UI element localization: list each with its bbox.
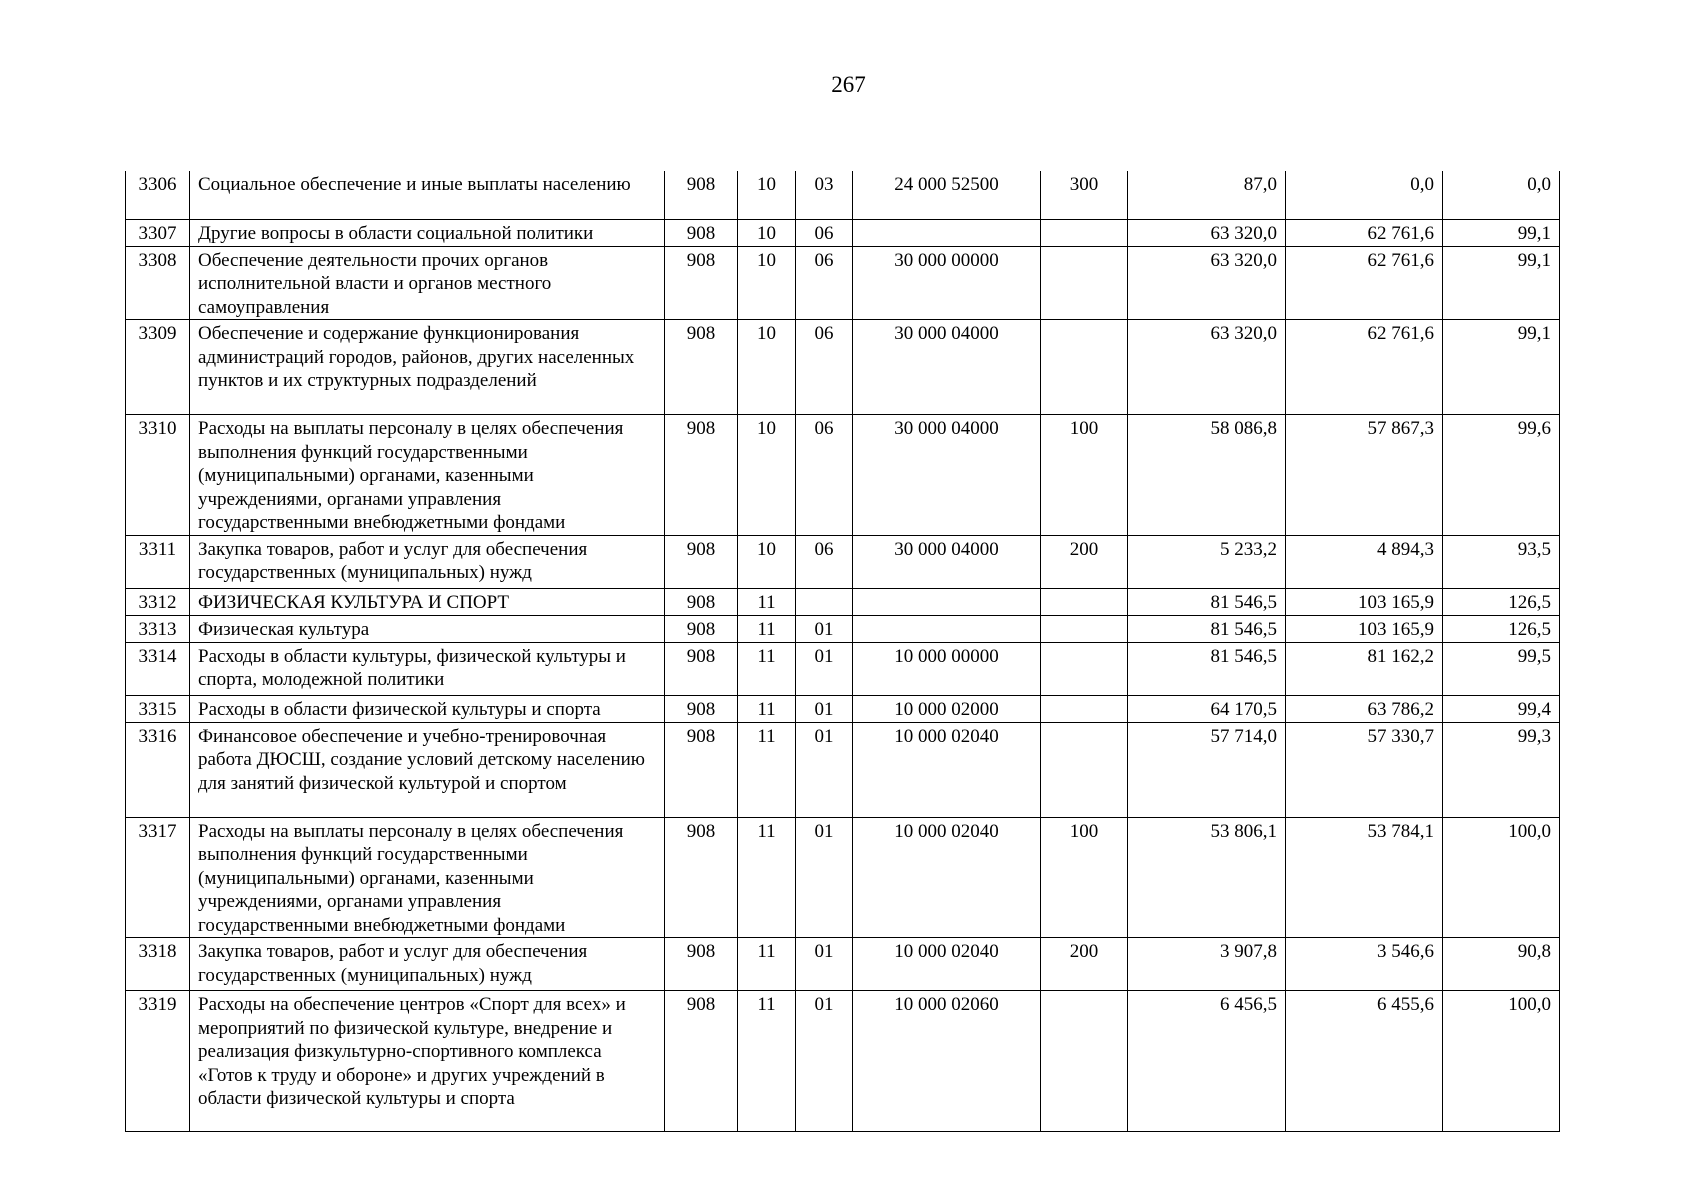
execution-percent: 99,6	[1443, 415, 1560, 536]
target-code	[853, 219, 1041, 246]
execution-percent: 0,0	[1443, 171, 1560, 219]
plan-amount: 57 714,0	[1128, 722, 1286, 817]
execution-percent: 99,3	[1443, 722, 1560, 817]
target-code: 24 000 52500	[853, 171, 1041, 219]
expense-type-code	[1041, 246, 1128, 320]
row-name: Расходы в области физической культуры и спорта	[190, 695, 665, 722]
execution-percent: 99,1	[1443, 246, 1560, 320]
row-number: 3315	[126, 695, 190, 722]
section-code: 10	[738, 320, 796, 415]
subsection-code: 01	[796, 817, 853, 938]
ministry-code: 908	[665, 219, 738, 246]
ministry-code: 908	[665, 615, 738, 642]
subsection-code: 01	[796, 938, 853, 991]
budget-table	[125, 171, 1560, 1132]
subsection-code	[796, 588, 853, 615]
ministry-code: 908	[665, 938, 738, 991]
fact-amount: 63 786,2	[1286, 695, 1443, 722]
expense-type-code: 100	[1041, 415, 1128, 536]
row-name: Обеспечение деятельности прочих органов исполнительной власти и органов местного самоуправления	[190, 246, 665, 320]
row-number: 3309	[126, 320, 190, 415]
subsection-code: 01	[796, 695, 853, 722]
subsection-code: 01	[796, 722, 853, 817]
row-number: 3311	[126, 535, 190, 588]
table-row	[126, 642, 1560, 695]
row-name: Социальное обеспечение и иные выплаты населению	[190, 171, 665, 219]
row-name: Финансовое обеспечение и учебно-тренировочная работа ДЮСШ, создание условий детскому населению для занятий физической культурой и спортом	[190, 722, 665, 817]
target-code: 30 000 04000	[853, 415, 1041, 536]
target-code: 30 000 04000	[853, 535, 1041, 588]
ministry-code: 908	[665, 320, 738, 415]
expense-type-code: 100	[1041, 817, 1128, 938]
plan-amount: 64 170,5	[1128, 695, 1286, 722]
target-code: 10 000 02040	[853, 817, 1041, 938]
row-number: 3307	[126, 219, 190, 246]
section-code: 11	[738, 991, 796, 1132]
target-code: 10 000 02000	[853, 695, 1041, 722]
page-number: 267	[831, 72, 866, 97]
row-number: 3313	[126, 615, 190, 642]
subsection-code: 01	[796, 615, 853, 642]
row-name: Обеспечение и содержание функционирования администраций городов, районов, других населенных пунктов и их структурных подразделений	[190, 320, 665, 415]
plan-amount: 6 456,5	[1128, 991, 1286, 1132]
expense-type-code	[1041, 642, 1128, 695]
row-name: ФИЗИЧЕСКАЯ КУЛЬТУРА И СПОРТ	[190, 588, 665, 615]
fact-amount: 62 761,6	[1286, 219, 1443, 246]
target-code: 30 000 04000	[853, 320, 1041, 415]
subsection-code: 06	[796, 415, 853, 536]
plan-amount: 63 320,0	[1128, 246, 1286, 320]
section-code: 11	[738, 817, 796, 938]
row-number: 3316	[126, 722, 190, 817]
section-code: 11	[738, 695, 796, 722]
plan-amount: 63 320,0	[1128, 219, 1286, 246]
table-row	[126, 320, 1560, 415]
table-row	[126, 415, 1560, 536]
execution-percent: 99,4	[1443, 695, 1560, 722]
row-name: Расходы на обеспечение центров «Спорт для всех» и мероприятий по физической культуре, внедрение и реализация физкультурно-спортивного комплекса «Готов к труду и обороне» и других учреждений в области физической культуры и спорта	[190, 991, 665, 1132]
table-row	[126, 535, 1560, 588]
target-code: 30 000 00000	[853, 246, 1041, 320]
plan-amount: 63 320,0	[1128, 320, 1286, 415]
table-row	[126, 246, 1560, 320]
table-row	[126, 938, 1560, 991]
fact-amount: 0,0	[1286, 171, 1443, 219]
fact-amount: 6 455,6	[1286, 991, 1443, 1132]
subsection-code: 06	[796, 246, 853, 320]
execution-percent: 100,0	[1443, 817, 1560, 938]
plan-amount: 81 546,5	[1128, 642, 1286, 695]
ministry-code: 908	[665, 817, 738, 938]
table-body	[126, 171, 1560, 1132]
plan-amount: 53 806,1	[1128, 817, 1286, 938]
table-row	[126, 722, 1560, 817]
row-name: Закупка товаров, работ и услуг для обеспечения государственных (муниципальных) нужд	[190, 938, 665, 991]
execution-percent: 126,5	[1443, 615, 1560, 642]
fact-amount: 62 761,6	[1286, 320, 1443, 415]
ministry-code: 908	[665, 642, 738, 695]
fact-amount: 62 761,6	[1286, 246, 1443, 320]
expense-type-code	[1041, 320, 1128, 415]
table-row	[126, 171, 1560, 219]
section-code: 11	[738, 642, 796, 695]
ministry-code: 908	[665, 171, 738, 219]
row-number: 3318	[126, 938, 190, 991]
plan-amount: 81 546,5	[1128, 615, 1286, 642]
target-code: 10 000 02040	[853, 938, 1041, 991]
plan-amount: 58 086,8	[1128, 415, 1286, 536]
execution-percent: 99,1	[1443, 320, 1560, 415]
subsection-code: 01	[796, 642, 853, 695]
row-name: Расходы на выплаты персоналу в целях обеспечения выполнения функций государственными (муниципальными) органами, казенными учреждениями, органами управления государственными внебюджетными фондами	[190, 415, 665, 536]
row-name: Расходы на выплаты персоналу в целях обеспечения выполнения функций государственными (муниципальными) органами, казенными учреждениями, органами управления государственными внебюджетными фондами	[190, 817, 665, 938]
row-number: 3314	[126, 642, 190, 695]
row-number: 3312	[126, 588, 190, 615]
fact-amount: 81 162,2	[1286, 642, 1443, 695]
target-code: 10 000 00000	[853, 642, 1041, 695]
row-number: 3306	[126, 171, 190, 219]
table-row	[126, 695, 1560, 722]
fact-amount: 3 546,6	[1286, 938, 1443, 991]
row-number: 3319	[126, 991, 190, 1132]
execution-percent: 99,1	[1443, 219, 1560, 246]
fact-amount: 103 165,9	[1286, 588, 1443, 615]
ministry-code: 908	[665, 722, 738, 817]
target-code	[853, 615, 1041, 642]
table-row	[126, 615, 1560, 642]
fact-amount: 57 867,3	[1286, 415, 1443, 536]
expense-type-code	[1041, 588, 1128, 615]
target-code: 10 000 02060	[853, 991, 1041, 1132]
subsection-code: 06	[796, 535, 853, 588]
execution-percent: 93,5	[1443, 535, 1560, 588]
plan-amount: 87,0	[1128, 171, 1286, 219]
row-number: 3317	[126, 817, 190, 938]
plan-amount: 5 233,2	[1128, 535, 1286, 588]
subsection-code: 06	[796, 320, 853, 415]
expense-type-code	[1041, 722, 1128, 817]
execution-percent: 126,5	[1443, 588, 1560, 615]
expense-type-code	[1041, 615, 1128, 642]
table-row	[126, 991, 1560, 1132]
subsection-code: 03	[796, 171, 853, 219]
section-code: 10	[738, 219, 796, 246]
target-code	[853, 588, 1041, 615]
row-name: Закупка товаров, работ и услуг для обеспечения государственных (муниципальных) нужд	[190, 535, 665, 588]
section-code: 10	[738, 535, 796, 588]
execution-percent: 99,5	[1443, 642, 1560, 695]
row-name: Физическая культура	[190, 615, 665, 642]
expense-type-code	[1041, 991, 1128, 1132]
fact-amount: 4 894,3	[1286, 535, 1443, 588]
ministry-code: 908	[665, 991, 738, 1132]
table-row	[126, 219, 1560, 246]
expense-type-code	[1041, 695, 1128, 722]
section-code: 11	[738, 722, 796, 817]
section-code: 11	[738, 588, 796, 615]
row-name: Другие вопросы в области социальной политики	[190, 219, 665, 246]
section-code: 11	[738, 615, 796, 642]
execution-percent: 100,0	[1443, 991, 1560, 1132]
table-row	[126, 588, 1560, 615]
expense-type-code: 200	[1041, 535, 1128, 588]
subsection-code: 01	[796, 991, 853, 1132]
fact-amount: 53 784,1	[1286, 817, 1443, 938]
ministry-code: 908	[665, 535, 738, 588]
row-number: 3308	[126, 246, 190, 320]
section-code: 10	[738, 415, 796, 536]
expense-type-code: 300	[1041, 171, 1128, 219]
subsection-code: 06	[796, 219, 853, 246]
ministry-code: 908	[665, 588, 738, 615]
fact-amount: 57 330,7	[1286, 722, 1443, 817]
section-code: 10	[738, 171, 796, 219]
row-name: Расходы в области культуры, физической культуры и спорта, молодежной политики	[190, 642, 665, 695]
ministry-code: 908	[665, 415, 738, 536]
fact-amount: 103 165,9	[1286, 615, 1443, 642]
plan-amount: 81 546,5	[1128, 588, 1286, 615]
ministry-code: 908	[665, 246, 738, 320]
expense-type-code: 200	[1041, 938, 1128, 991]
section-code: 10	[738, 246, 796, 320]
expense-type-code	[1041, 219, 1128, 246]
target-code: 10 000 02040	[853, 722, 1041, 817]
plan-amount: 3 907,8	[1128, 938, 1286, 991]
ministry-code: 908	[665, 695, 738, 722]
table-row	[126, 817, 1560, 938]
row-number: 3310	[126, 415, 190, 536]
section-code: 11	[738, 938, 796, 991]
execution-percent: 90,8	[1443, 938, 1560, 991]
